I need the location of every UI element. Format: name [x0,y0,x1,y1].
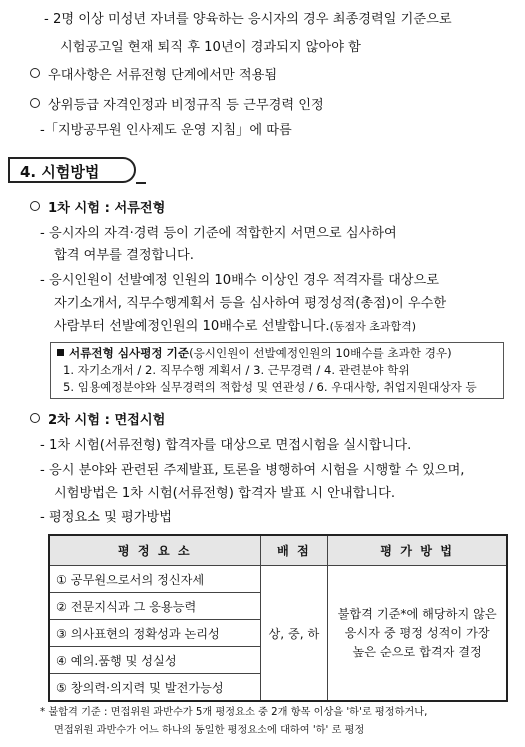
footnote-line: 면접위원 과반수가 어느 하나의 동일한 평정요소에 대하여 '하' 로 평정 [54,725,365,736]
criterion-cell: ⑤ 창의력·의지력 및 발전가능성 [49,674,260,702]
bullet-text: 상위등급 자격인정과 비정규직 등 근무경력 인정 [48,98,324,113]
text-line: 시험공고일 현재 퇴직 후 10년이 경과되지 않아야 함 [60,40,361,55]
score-cell: 상, 중, 하 [260,566,328,702]
text-line: - 평정요소 및 평가방법 [40,510,172,525]
criteria-box [50,342,504,399]
method-line: 높은 순으로 합격자 결정 [352,644,482,659]
column-header: 평 정 요 소 [49,535,260,566]
stage1-title-text: 1차 시험 : 서류전형 [48,201,166,216]
circle-bullet-icon [30,413,40,423]
text-line: - 응시인원이 선발예정 인원의 10배수 이상인 경우 적격자를 대상으로 [40,273,440,288]
table-row [49,566,507,593]
circle-bullet-icon [30,201,40,211]
evaluation-table [48,534,508,702]
criterion-cell: ④ 예의.품행 및 성실성 [49,647,260,674]
text-line: 자기소개서, 직무수행계획서 등을 심사하여 평정성적(총점)이 우수한 [54,296,447,311]
circle-bullet-icon [30,68,40,78]
stage1-title [30,200,165,218]
section-heading: 4. 시험방법 [8,157,136,183]
box-title-note: (응시인원이 선발예정인원의 10배수를 초과한 경우) [189,346,452,360]
table-header-row [49,535,507,566]
criterion-cell: ③ 의사표현의 정확성과 논리성 [49,620,260,647]
box-title: 서류전형 심사평정 기준 [69,346,190,360]
method-line: 응시자 중 평정 성적이 가장 [344,625,490,640]
column-header: 평 가 방 법 [328,535,507,566]
text-line [54,318,416,336]
text-line: - 응시자의 자격·경력 등이 기준에 적합한지 서면으로 심사하여 [40,226,397,241]
method-line: 불합격 기준*에 해당하지 않은 [337,606,497,621]
bullet-text: 우대사항은 서류전형 단계에서만 적용됨 [48,68,278,83]
method-cell [328,566,507,702]
stage2-title [30,412,165,430]
criterion-cell: ② 전문지식과 그 응용능력 [49,593,260,620]
text-line: - 1차 시험(서류전형) 합격자를 대상으로 면접시험을 실시합니다. [40,438,412,453]
box-title-row [57,345,497,362]
text-line: 시험방법은 1차 시험(서류전형) 합격자 발표 시 안내합니다. [54,486,396,501]
criterion-cell: ① 공무원으로서의 정신자세 [49,566,260,593]
bullet-item [30,97,324,115]
text-line: - 응시 분야와 관련된 주제발표, 토론을 병행하여 시험을 시행할 수 있으며, [40,463,465,478]
text-line: 합격 여부를 결정합니다. [54,248,194,263]
box-row: 1. 자기소개서 / 2. 직무수행 계획서 / 3. 근무경력 / 4. 관련분야 학위 [63,363,410,377]
square-bullet-icon [57,349,64,356]
stage2-title-text: 2차 시험 : 면접시험 [48,413,166,428]
small-note: (동점자 초과합격) [329,320,417,333]
column-header: 배 점 [260,535,328,566]
text-span: 사람부터 선발예정인원의 10배수로 선발합니다. [54,319,330,334]
heading-underline [136,182,146,184]
circle-bullet-icon [30,98,40,108]
bullet-item [30,67,277,85]
text-line: - 2명 이상 미성년 자녀를 양육하는 응시자의 경우 최종경력일 기준으로 [44,12,452,27]
box-row: 5. 임용예정분야와 실무경력의 적합성 및 연관성 / 6. 우대사항, 취업지원대상자 등 [63,380,477,394]
footnote-line: * 불합격 기준 : 면접위원 과반수가 5개 평정요소 중 2개 항목 이상을 '하'로 평정하거나, [40,707,428,718]
text-line: -「지방공무원 인사제도 운영 지침」에 따름 [40,123,292,138]
